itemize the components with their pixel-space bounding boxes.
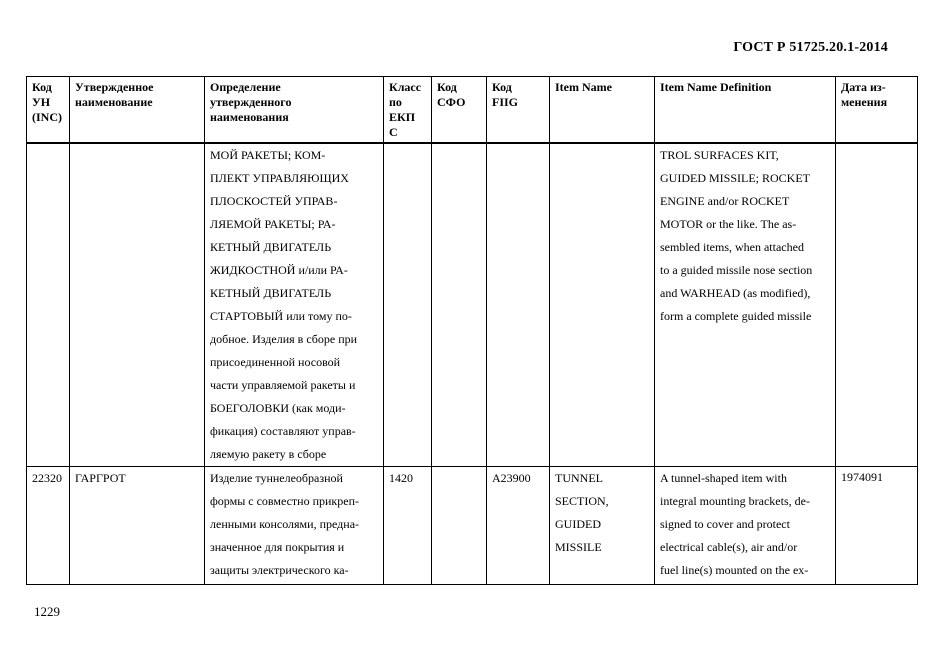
- catalog-table: [26, 76, 918, 585]
- header-fiig: Код FIIG: [487, 77, 550, 143]
- cell-inc: [27, 143, 70, 467]
- header-class: Класс по ЕКП С: [384, 77, 432, 143]
- cell-class: [384, 143, 432, 467]
- header-item-name: Item Name: [550, 77, 655, 143]
- cell-change-date: [836, 143, 918, 467]
- cell-change-date: 1974091: [836, 467, 918, 585]
- table-header-row: [27, 77, 918, 143]
- header-change-date: Дата из- менения: [836, 77, 918, 143]
- cell-fiig: A23900: [487, 467, 550, 585]
- table-row: [27, 467, 918, 585]
- cell-sfo: [432, 143, 487, 467]
- document-title: ГОСТ Р 51725.20.1-2014: [733, 40, 888, 55]
- cell-approved-name: [70, 143, 205, 467]
- cell-sfo: [432, 467, 487, 585]
- cell-item-name-definition: TROL SURFACES KIT, GUIDED MISSILE; ROCKET ENGINE and/or ROCKET MOTOR or the like. The as- sembled items, when attached to a guided missile nose section and WARHEAD (as modified), form a complete guided missile: [655, 143, 836, 467]
- header-approved-name: Утвержденное наименование: [70, 77, 205, 143]
- header-item-name-definition: Item Name Definition: [655, 77, 836, 143]
- header-inc: Код УН (INC): [27, 77, 70, 143]
- cell-item-name: [550, 143, 655, 467]
- header-sfo: Код СФО: [432, 77, 487, 143]
- page-number: 1229: [34, 604, 60, 619]
- cell-item-name-definition: A tunnel-shaped item with integral mounting brackets, de- signed to cover and protect electrical cable(s), air and/or fuel line(s) mounted on the ex-: [655, 467, 836, 585]
- header-definition: Определение утвержденного наименования: [205, 77, 384, 143]
- table-row: [27, 143, 918, 467]
- cell-fiig: [487, 143, 550, 467]
- cell-definition: Изделие туннелеобразной формы с совместно прикреп- ленными консолями, предна- значенное для покрытия и защиты электрического ка-: [205, 467, 384, 585]
- cell-inc: 22320: [27, 467, 70, 585]
- cell-class: 1420: [384, 467, 432, 585]
- cell-approved-name: ГАРГРОТ: [70, 467, 205, 585]
- cell-item-name: TUNNEL SECTION, GUIDED MISSILE: [550, 467, 655, 585]
- cell-definition: МОЙ РАКЕТЫ; КОМ- ПЛЕКТ УПРАВЛЯЮЩИХ ПЛОСКОСТЕЙ УПРАВ- ЛЯЕМОЙ РАКЕТЫ; РА- КЕТНЫЙ ДВИГАТЕЛЬ ЖИДКОСТНОЙ и/или РА- КЕТНЫЙ ДВИГАТЕЛЬ СТАРТОВЫЙ или тому по- добное. Изделия в сборе при присоединенной носовой части управляемой ракеты и БОЕГОЛОВКИ (как моди- фикация) составляют управ- ляемую ракету в сборе: [205, 143, 384, 467]
